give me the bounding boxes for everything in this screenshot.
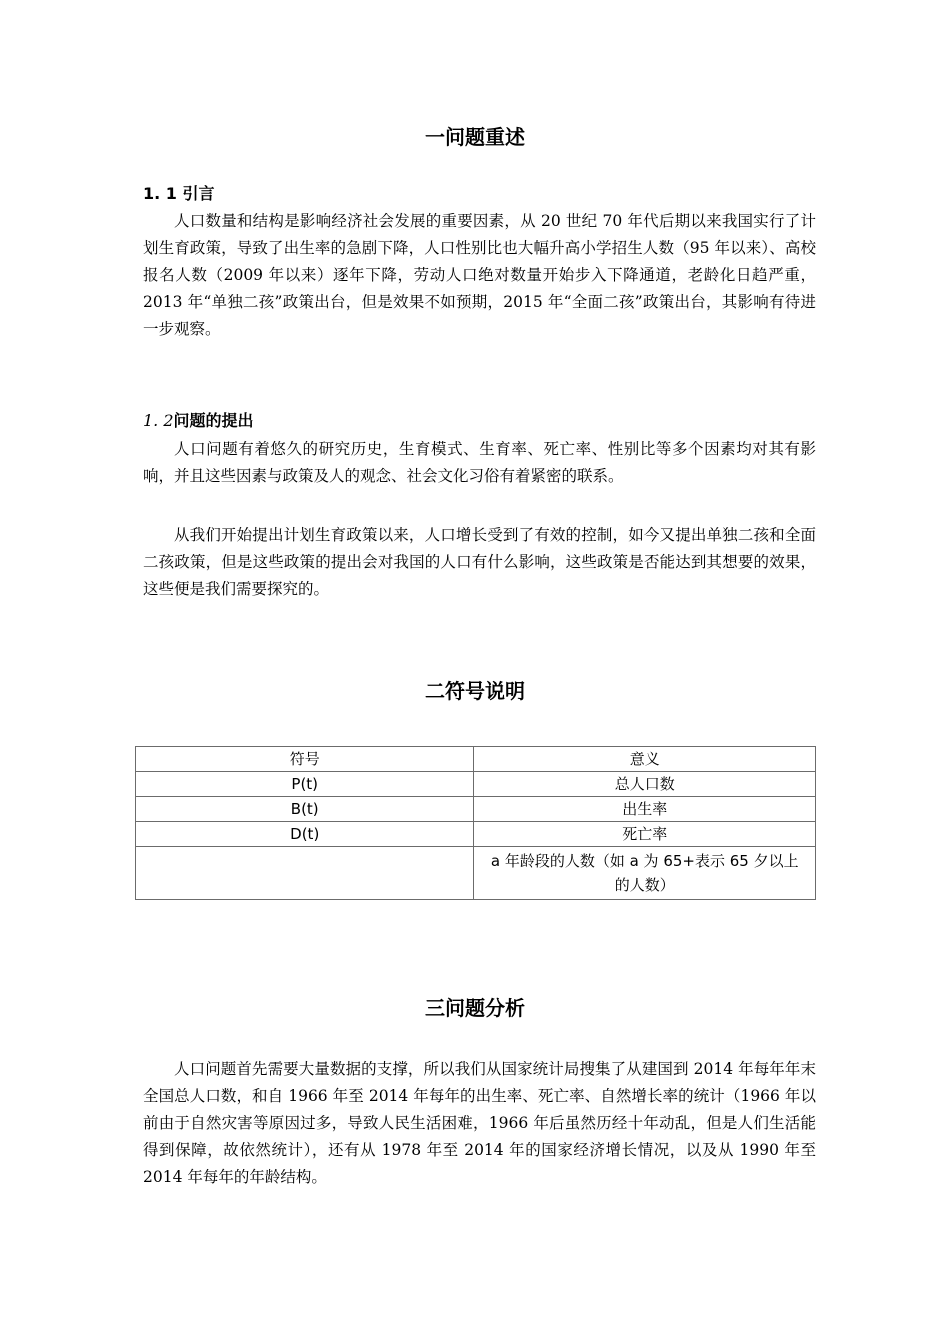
problem-paragraph-2: 从我们开始提出计划生育政策以来，人口增长受到了有效的控制，如今又提出单独二孩和全面二孩政策，但是这些政策的提出会对我国的人口有什么影响，这些政策是否能达到其想要的效果，这些便是我们需要探究的。 bbox=[143, 526, 816, 598]
section-3-title: 三问题分析 bbox=[425, 996, 525, 1020]
subsection-1-2-number: 1. 2 bbox=[143, 411, 174, 430]
subsection-1-1-title: 1. 1 引言 bbox=[143, 184, 215, 203]
table-row bbox=[136, 797, 816, 822]
subsection-1-2-title bbox=[143, 410, 254, 432]
table-row bbox=[136, 847, 816, 900]
symbol-table bbox=[135, 746, 816, 900]
table-cell-meaning: 出生率 bbox=[474, 797, 816, 822]
section-2-title: 二符号说明 bbox=[425, 679, 525, 703]
intro-paragraph: 人口数量和结构是影响经济社会发展的重要因素，从 20 世纪 70 年代后期以来我国实行了计划生育政策，导致了出生率的急剧下降，人口性别比也大幅升高小学招生人数（95 年以来）、高校报名人数（2009 年以来）逐年下降，劳动人口绝对数量开始步入下降通道，老龄化日趋严重，2013 年“单独二孩”政策出台，但是效果不如预期，2015 年“全面二孩”政策出台，其影响有待进一步观察。 bbox=[143, 212, 816, 338]
table-header-meaning: 意义 bbox=[474, 747, 816, 772]
table-header-row bbox=[136, 747, 816, 772]
table-header-symbol: 符号 bbox=[136, 747, 474, 772]
table-row bbox=[136, 822, 816, 847]
table-cell-meaning: 总人口数 bbox=[474, 772, 816, 797]
table-cell-meaning: 死亡率 bbox=[474, 822, 816, 847]
analysis-paragraph: 人口问题首先需要大量数据的支撑，所以我们从国家统计局搜集了从建国到 2014 年每年年末全国总人口数，和自 1966 年至 2014 年每年的出生率、死亡率、自然增长率的统计（1966 年以前由于自然灾害等原因过多，导致人民生活困难，1966 年后虽然历经十年动乱，但是人们生活能得到保障，故依然统计），还有从 1978 年至 2014 年的国家经济增长情况，以及从 1990 年至 2014 年每年的年龄结构。 bbox=[143, 1060, 816, 1186]
table-cell-meaning: a 年龄段的人数（如 a 为 65+表示 65 夕以上的人数） bbox=[474, 847, 816, 900]
subsection-1-2-label: 问题的提出 bbox=[173, 411, 254, 430]
table-cell-symbol: B(t) bbox=[136, 797, 474, 822]
table-cell-symbol: D(t) bbox=[136, 822, 474, 847]
section-1-title: 一问题重述 bbox=[425, 125, 525, 149]
table-cell-symbol: P(t) bbox=[136, 772, 474, 797]
table-row bbox=[136, 772, 816, 797]
problem-paragraph-1: 人口问题有着悠久的研究历史，生育模式、生育率、死亡率、性别比等多个因素均对其有影响，并且这些因素与政策及人的观念、社会文化习俗有着紧密的联系。 bbox=[143, 440, 816, 485]
table-cell-symbol bbox=[136, 847, 474, 900]
